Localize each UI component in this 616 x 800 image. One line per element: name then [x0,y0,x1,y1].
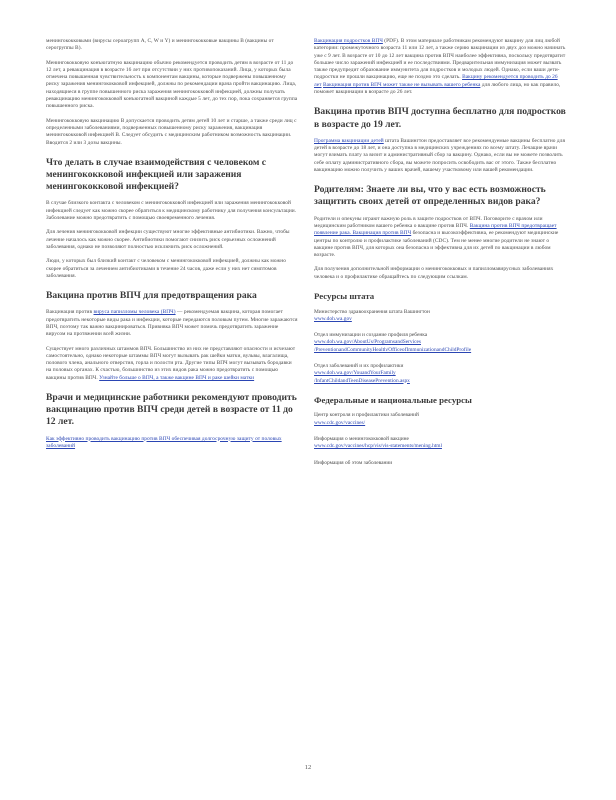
section-heading-state-resources: Ресурсы штата [314,291,375,302]
paragraph [314,216,566,260]
text: Родители и опекуны играют важную роль в защите подростков от ВПЧ. Поговорите с врачом или медицинским работником вашего ребенка о вакцине против ВПЧ. [314,215,543,229]
resource-label: Отдел иммунизации и создание профиля ребенка [314,332,428,339]
paragraph [46,436,298,451]
paragraph: Для получения дополнительной информации о менингококковых и папилломавирусных заболеваниях человека и о профилактике обращайтесь по следующим ссылкам. [314,266,554,280]
section-heading-doctors-recommend: Врачи и медицинские работники рекомендуют проводить вакцинацию против ВПЧ среди детей в возрасте от 11 до 12 лет. [46,392,297,428]
resource-label: Министерство здравоохранения штата Вашингтон [314,308,430,315]
resource-item [314,363,566,385]
text: Существует много различных штаммов ВПЧ. Большинство из них не представляют опасности и исчезают самостоятельно, однако некоторые штаммы ВПЧ могут вызывать рак шейки матки, вульвы, влагалища, полового члена, анального отверстия, горла и полости рта. Другие типы ВПЧ могут вызывать бородавки на половых органах. К счастью, большинство из этих видов рака можно предотвратить с помощью вакцины против ВПЧ. [46,345,296,381]
resource-item [314,436,566,451]
immunization-office-link[interactable]: www.doh.wa.gov/AboutUs/ProgramsandServices [314,339,421,346]
resource-label: Информация о менингококковой вакцине [314,436,409,443]
section-heading-meningococcal-contact: Что делать в случае взаимодействия с человеком с менингококковой инфекцией или заражения менингококковой инфекцией? [46,156,267,193]
section-heading-parents: Родителям: Знаете ли вы, что у вас есть возможность защитить своих детей от определенных видов рака? [314,184,546,208]
hpv-vaccine-child-link[interactable]: Вакцинация против ВПЧ может также не вызывать вашего ребенка [323,81,481,88]
text: — рекомендуемая вакцина, которая помогает предотвратить некоторые виды рака и инфекции, которые передаются половым путем. Многие заражаются ВПЧ, поэтому так важно вакцинироваться. Прививка ВПЧ может помочь предотвратить заражение вирусом на протяжении всей жизни. [46,309,298,338]
right-column [314,38,566,476]
paragraph: В случае близкого контакта с человеком с менингококковой инфекцией или заражения менингококковой инфекцией следует как можно скорее обратиться к медицинскому работнику для получения консультации. Заболевание можно предотвратить с помощью своевременного лечения. [46,200,297,222]
vaccine-until-26-link[interactable]: Вакцину рекомендуется проводить до 26 лет [314,74,558,88]
paragraph [46,346,298,382]
paragraph [314,138,566,174]
text: безопасна и высокоэффективна, ее рекомендуют медицинские центры по контролю и профилактике заболеваний (CDC). Тем не менее многие родители не знают о вакцине против ВПЧ, для которых она безопасна и эффективна для их детей по вакцинации в любом возрасте. [314,230,559,259]
paragraph [314,38,566,96]
section-heading-federal-resources: Федеральные и национальные ресурсы [314,394,472,405]
paragraph: Для лечения менингококковой инфекции существуют многие эффективные антибиотики. Важно, чтобы лечение началось как можно скорее. Антибиотики помогают снизить риск серьезных осложнений заболевания, однако не позволяют полностью исключить риск осложнений. [46,229,290,250]
paragraph: Менингококковую вакцинацию B допускается проводить детям детей 10 лет и старше, а также среди лиц с определенными заболеваниями, подверженных повышенному риску заражения, вакцинация менингококковой инфекцией B. Следует обсудить с медицинским работником возможность вакцинации. Вводится 2 или 3 дозы вакцины. [46,117,297,146]
learn-more-hpv-link[interactable]: Узнайте больше о ВПЧ, а также вакцине ВПЧ и раке шейки матки [99,374,255,381]
resource-item [314,332,566,354]
text: (PDF). В этом материале работникам рекомендуют вакцину для лиц любой категории: промежуточного возраста 11 или 12 лет, а также серию вакцинации из двух доз можно начинать уже с 9 лет. В возрасте от 10 до 12 лет вакцина против ВПЧ наиболее эффективна, поскольку предотвратит большее число заражений инфекцией и ее последствиями. Предварительная иммунизация может вызвать также предупредит образование иммунитета для подростков и молодых людей. Однако, если ваши дети-подростки не прошли вакцинацию, еще не поздно это сделать. [314,38,566,81]
paragraph [46,309,298,338]
meningococcal-vis-link[interactable]: www.cdc.gov/vaccines/hcp/vis/vis-statements/mening.html [314,443,442,450]
disease-prevention-link-cont[interactable]: /InfantChildandTeenDiseasePrevention.aspx [314,377,410,384]
text: штата Вашингтон предоставляет все рекомендуемые вакцины бесплатно для детей в возрасте до 18 лет, и она доступна в медицинских учреждениях по всему штату. Лечащие врачи могут взимать плату за визит и административный сбор за вакцину. Однако, если вы не можете позволить себе оплату административного сбора, вы можете попросить освободить вас от этого. Также бесплатно вакцинацию можно получить у ваших врачей, вашему участковому или вашей рекомендации. [314,137,565,173]
cdc-vaccines-link[interactable]: www.cdc.gov/vaccines/ [314,419,366,426]
text: для любого лица, но как правило, поможет вакцинации в возрасте до 26 лет. [314,81,561,96]
hpv-link[interactable]: вируса папилломы человека (ВПЧ) [93,309,176,316]
paragraph: Люди, у которых был близкий контакт с человеком с менингококковой инфекцией, должны как можно скорее обратиться за лечением антибиотиками в течение 24 часов, даже если у них нет симптомов заболевания. [46,258,286,279]
hpv-prevents-cancer-link[interactable]: Вакцина против ВПЧ предотвращает появление рака. Вакцинация против ВПЧ [314,222,557,237]
left-column [46,38,298,457]
resource-item [314,460,566,467]
paragraph: менингококковыми (вирусы сероагрупп A, C, W и Y) и менингококковые вакцины B (вакцины от серогруппы B). [46,38,274,52]
hpv-vaccination-link[interactable]: Как эффективно проводить вакцинацию против ВПЧ обеспечивая долгосрочную защиту от половых заболеваний [46,435,282,449]
section-heading-free-hpv-vaccine: Вакцина против ВПЧ доступна бесплатно для подростков в возрасте до 19 лет. [314,106,566,130]
teen-hpv-vaccination-link[interactable]: Вакцинация подростков ВПЧ [314,38,383,44]
resource-item [314,412,566,427]
section-heading-hpv-vaccine: Вакцина против ВПЧ для предотвращения рака [46,290,257,302]
paragraph: Менингококковую конъюгатную вакцинацию обычно рекомендуется проводить детям в возрасте от 11 до 12 лет, а ревакцинация в возрасте 16 лет при отсутствии у них противопоказаний. Лица, у которых была отмечена повышенная чувствительность к компонентам вакцины, которые подвержены повышенному риску заражения менингококковой инфекцией, должны по рекомендации врача пройти вакцинацию. Лица, находящиеся в группе повышенного риска заражения менингококковой инфекцией, должны получать ревакцинацию менингококковой конъюгатной вакциной каждые 5 лет, до тех пор, пока сохраняется группа повышенного риска. [46,59,298,110]
resource-label: Центр контроля и профилактики заболеваний [314,412,419,419]
resource-item [314,309,566,324]
disease-prevention-link[interactable]: www.doh.wa.gov/YouandYourFamily [314,370,396,377]
childhood-vaccine-program-link[interactable]: Программа вакцинации детей [314,137,384,144]
immunization-office-link-cont[interactable]: /PreventionandCommunityHealth/OfficeofImmunizationandChildProfile [314,346,472,353]
resource-label: Информация об этом заболевании [314,459,393,466]
resource-label: Отдел заболеваний и их профилактики [314,363,404,370]
page-number: 12 [304,764,312,771]
text: Вакцинация против [46,309,93,316]
doh-link[interactable]: www.doh.wa.gov [314,315,352,322]
